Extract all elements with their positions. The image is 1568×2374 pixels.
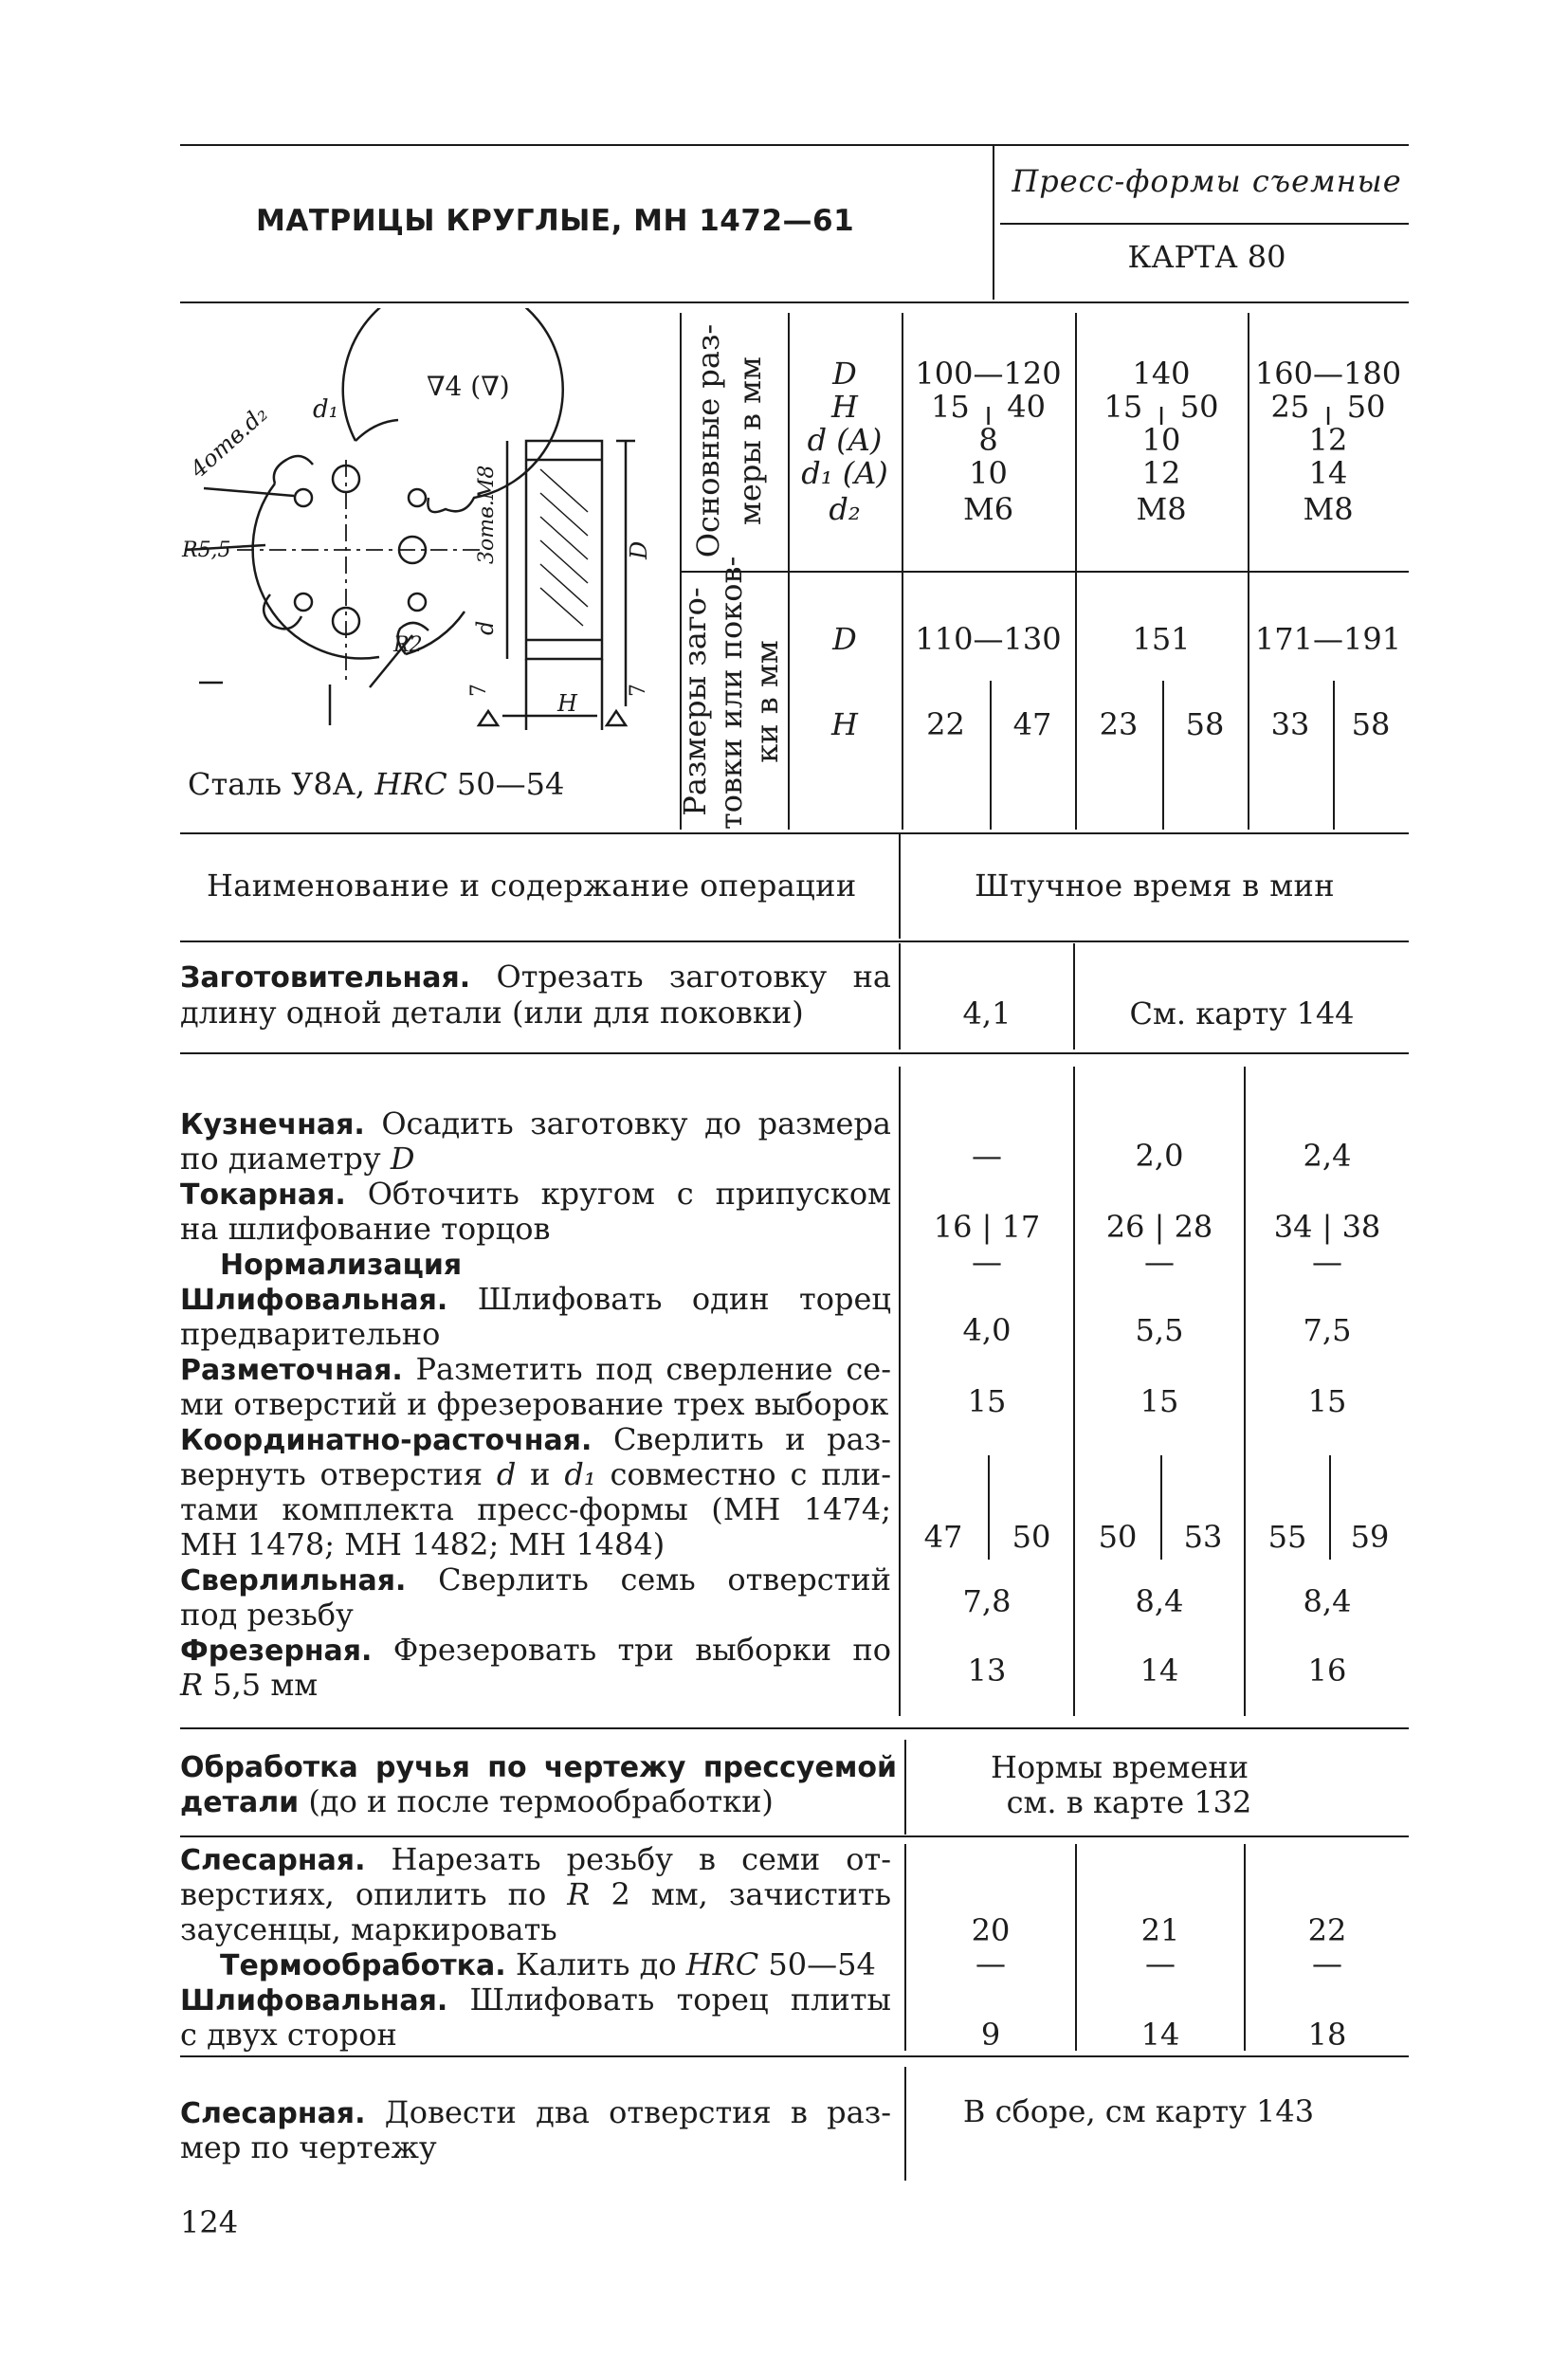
drill-line-2: под резьбу — [180, 1597, 354, 1633]
drill-line-1 — [180, 1562, 891, 1599]
grind2-l1: Шлифовать торец плиты — [447, 1981, 891, 2018]
assembly-line-2: мер по чертежу — [180, 2129, 437, 2165]
drill-name: Сверлильная. — [180, 1564, 407, 1598]
coord-t1a: 47 — [923, 1519, 963, 1555]
heat-t3: — — [1312, 1945, 1342, 1981]
page-number: 124 — [180, 2204, 239, 2240]
grind-name: Шлифовальная. — [180, 1284, 448, 1317]
dim-d-3: 12 — [1308, 422, 1348, 458]
coord-t2a: 50 — [1098, 1519, 1138, 1555]
drill-t3: 8,4 — [1303, 1583, 1352, 1619]
fit-l2c: 2 мм, зачистить — [590, 1876, 891, 1912]
turn-t2b: 28 — [1174, 1209, 1213, 1245]
heat-name: Термообработка. — [220, 1949, 506, 1982]
fit-line-2 — [180, 1877, 891, 1913]
header-bottom-rule — [180, 301, 1409, 303]
heat-l1b: HRC — [685, 1946, 759, 1982]
blank-H-3a: 33 — [1270, 706, 1310, 742]
mill-t2: 14 — [1140, 1653, 1179, 1689]
blank-H-divider-3 — [1333, 681, 1335, 830]
prep-ref: См. карту 144 — [1129, 995, 1355, 1032]
forge-t3: 2,4 — [1303, 1138, 1352, 1174]
prep-time: 4,1 — [962, 995, 1012, 1032]
forge-line-2 — [180, 1141, 891, 1178]
fit-t3: 22 — [1307, 1912, 1347, 1948]
ops-header-rule — [180, 940, 1409, 942]
dim-D-2: 140 — [1132, 356, 1191, 392]
roughness-mark: ∇4 (∇) — [427, 371, 510, 402]
category-label: Пресс-формы съемные — [1012, 163, 1402, 199]
dim-D-1: 100—120 — [915, 356, 1062, 392]
mark-line-1 — [180, 1352, 891, 1389]
blank-D-2: 151 — [1132, 621, 1191, 657]
turn-line-2: на шлифование торцов — [180, 1211, 551, 1247]
dim-D-3: 160—180 — [1254, 356, 1402, 392]
groove-line-2 — [180, 1784, 891, 1821]
dim-d2-3: М8 — [1303, 491, 1354, 527]
dim-d1-1: 10 — [969, 455, 1008, 491]
groove-line-1 — [180, 1749, 897, 1786]
coord-l2a: вернуть отверстия — [180, 1456, 497, 1492]
prep-line-2: длину одной детали (или для поковки) — [180, 995, 804, 1031]
prep-line1-rest: Отрезать заготовку на — [470, 959, 891, 995]
fit-l1: Нарезать резьбу в семи от- — [365, 1841, 891, 1877]
turn-t-2: 26 | 28 — [1105, 1209, 1213, 1245]
groove-rule — [180, 1835, 1409, 1837]
mill-line-1 — [180, 1633, 891, 1670]
grind-t3: 7,5 — [1303, 1312, 1352, 1348]
grind2-t2: 14 — [1140, 2017, 1180, 2053]
dim-H2-3: 50 — [1346, 389, 1386, 425]
coord-line-4: МН 1478; МН 1482; МН 1484) — [180, 1526, 665, 1562]
turn-t2a: 26 — [1105, 1209, 1145, 1245]
prep-name: Заготовительная. — [180, 961, 471, 995]
dim-H1-2: 15 — [1103, 389, 1143, 425]
material-value: 50—54 — [447, 766, 565, 802]
dim-H2-1: 40 — [1007, 389, 1047, 425]
groove-norm-2: см. в карте 132 — [1006, 1784, 1252, 1820]
forge-t2: 2,0 — [1135, 1138, 1184, 1174]
turn-t1b: 17 — [1001, 1209, 1041, 1245]
blank-H-2a: 23 — [1099, 706, 1139, 742]
forge-l2b: D — [390, 1141, 415, 1177]
drill-t1: 7,8 — [962, 1583, 1012, 1619]
dims-bottom-rule — [180, 832, 1409, 834]
ops-time-header: Штучное время в мин — [975, 867, 1335, 904]
ops-name-header: Наименование и содержание операции — [207, 867, 857, 904]
mark-t2: 15 — [1140, 1383, 1179, 1419]
grind2-name: Шлифовальная. — [180, 1984, 448, 2018]
coord-l2b: d — [496, 1456, 517, 1492]
blank-H-1b: 47 — [1012, 706, 1052, 742]
dim-H-2: 15 ╷ 50 — [1103, 389, 1219, 425]
blank-H-divider-2 — [1162, 681, 1164, 830]
main-dims-label-1: Основные раз- — [690, 323, 726, 558]
turn-l1: Обточить кругом с припуском — [345, 1176, 891, 1212]
norm-t2: — — [1144, 1244, 1175, 1280]
prep-line-1 — [180, 959, 891, 996]
blank-dims-label-2: товки или поков- — [713, 556, 749, 830]
dim-d2-1: М6 — [962, 491, 1014, 527]
fit-l2a: верстиях, опилить по — [180, 1876, 568, 1912]
turn-t3a: 34 — [1273, 1209, 1313, 1245]
label-r55: R5,5 — [182, 539, 231, 562]
label-r2: R2 — [393, 633, 423, 657]
heat-t2: — — [1145, 1945, 1176, 1981]
blank-D-3: 171—191 — [1254, 621, 1402, 657]
forge-t1: — — [972, 1138, 1002, 1174]
dim-H-1: 15 ╷ 40 — [930, 389, 1047, 425]
blank-H-1a: 22 — [926, 706, 965, 742]
label-7a: 7 — [467, 684, 491, 697]
coord-l2e: совместно с пли- — [595, 1456, 892, 1492]
coord-t2b: 53 — [1183, 1519, 1223, 1555]
grind2-line-1 — [180, 1982, 891, 2019]
blank-param-D: D — [832, 621, 857, 657]
coord-line-2 — [180, 1457, 891, 1493]
top-rule — [180, 144, 1409, 146]
coord-line-1 — [180, 1422, 891, 1459]
label-D: D — [626, 540, 652, 559]
final-rule — [180, 2055, 1409, 2057]
mill-l2b: 5,5 мм — [203, 1667, 319, 1703]
param-d: d (A) — [807, 422, 883, 458]
mill-t1: 13 — [967, 1653, 1007, 1689]
assembly-l1: Довести два отверстия в раз- — [365, 2094, 891, 2130]
material-prefix: Сталь У8А, — [188, 766, 375, 802]
mark-t1: 15 — [967, 1383, 1007, 1419]
header-divider — [993, 144, 994, 300]
mill-line-2 — [180, 1668, 891, 1704]
dim-d1-2: 12 — [1141, 455, 1181, 491]
grind2-t1: 9 — [980, 2017, 1001, 2053]
drill-l1: Сверлить семь отверстий — [406, 1561, 891, 1598]
grind2-line-2: с двух сторон — [180, 2017, 397, 2053]
forge-line-1 — [180, 1106, 891, 1143]
page-title: МАТРИЦЫ КРУГЛЫЕ, МН 1472—61 — [256, 204, 855, 238]
main-dims-label-2: меры в мм — [732, 356, 768, 525]
param-D: D — [832, 356, 857, 392]
forge-l1: Осадить заготовку до размера — [364, 1105, 891, 1141]
coord-line-3: тами комплекта пресс-формы (МН 1474; — [180, 1491, 891, 1527]
param-d1: d₁ (A) — [801, 455, 888, 491]
turn-t-3: 34 | 38 — [1273, 1209, 1381, 1245]
label-H: H — [557, 690, 577, 717]
coord-name: Координатно-расточная. — [180, 1424, 593, 1457]
dims-section-rule — [680, 571, 1409, 573]
turn-line-1 — [180, 1177, 891, 1214]
dim-H-3: 25 ╷ 50 — [1270, 389, 1386, 425]
mill-name: Фрезерная. — [180, 1634, 373, 1668]
groove-l2-rest: (до и после термообработки) — [299, 1783, 774, 1819]
fit-t2: 21 — [1140, 1912, 1180, 1948]
label-holes-m8: 3отв.М8 — [475, 465, 499, 564]
dim-d1-3: 14 — [1308, 455, 1348, 491]
dim-d-1: 8 — [978, 422, 998, 458]
fit-l2b: R — [567, 1876, 591, 1912]
param-H: H — [831, 389, 858, 425]
coord-l2d: d₁ — [564, 1456, 596, 1492]
prep-rule — [180, 1052, 1409, 1054]
blank-dims-label-1: Размеры заго- — [677, 587, 713, 816]
fit-line-1 — [180, 1842, 891, 1879]
grind-l1: Шлифовать один торец — [447, 1281, 891, 1317]
fit-name: Слесарная. — [180, 1844, 366, 1877]
param-d2: d₂ — [829, 491, 861, 527]
grind-t2: 5,5 — [1135, 1312, 1184, 1348]
coord-l1: Сверлить и раз- — [592, 1421, 891, 1457]
coord-t1b: 50 — [1012, 1519, 1051, 1555]
dim-H1-1: 15 — [930, 389, 970, 425]
blank-H-divider-1 — [990, 681, 992, 830]
grind-line-2: предварительно — [180, 1316, 441, 1352]
norm-name: Нормализация — [220, 1249, 463, 1282]
groove-name2: детали — [180, 1786, 300, 1819]
norm-line — [180, 1247, 891, 1284]
label-holes-d2: 4отв.d₂ — [185, 400, 273, 484]
label-d1: d₁ — [313, 395, 339, 424]
heat-line — [180, 1947, 891, 1984]
forge-name: Кузнечная. — [180, 1108, 365, 1141]
mill-t3: 16 — [1307, 1653, 1347, 1689]
coord-t3a: 55 — [1267, 1519, 1307, 1555]
heat-l1c: 50—54 — [758, 1946, 876, 1982]
forge-l2a: по диаметру — [180, 1141, 391, 1177]
mark-name: Разметочная. — [180, 1354, 403, 1387]
dim-d-2: 10 — [1141, 422, 1181, 458]
assembly-line-1 — [180, 2095, 891, 2132]
heat-l1a: Калить до — [505, 1946, 686, 1982]
turn-t1a: 16 — [933, 1209, 973, 1245]
mark-t3: 15 — [1307, 1383, 1347, 1419]
dim-d2-2: М8 — [1136, 491, 1187, 527]
fit-t1: 20 — [971, 1912, 1011, 1948]
mark-line-2: ми отверстий и фрезерование трех выборок — [180, 1386, 889, 1422]
mill-l1: Фрезеровать три выборки по — [372, 1632, 891, 1668]
heat-t1: — — [975, 1945, 1006, 1981]
assembly-ref: В сборе, см карту 143 — [962, 2093, 1315, 2129]
material-hrc: HRC — [374, 766, 447, 802]
groove-norm-1: Нормы времени — [990, 1749, 1249, 1785]
norm-t1: — — [972, 1244, 1002, 1280]
blank-param-H: H — [831, 706, 858, 742]
drill-t2: 8,4 — [1135, 1583, 1184, 1619]
assembly-name: Слесарная. — [180, 2097, 366, 2130]
turn-name: Токарная. — [180, 1178, 346, 1212]
grind-line-1 — [180, 1282, 891, 1319]
dim-H2-2: 50 — [1179, 389, 1219, 425]
material-spec — [188, 766, 564, 802]
label-d: d — [472, 620, 499, 635]
turn-t3b: 38 — [1341, 1209, 1381, 1245]
card-number: КАРТА 80 — [1127, 239, 1286, 275]
blank-D-1: 110—130 — [915, 621, 1062, 657]
header-mid-rule — [1000, 223, 1409, 225]
grind2-t3: 18 — [1307, 2017, 1347, 2053]
blank-dims-label-3: ки в мм — [749, 640, 785, 763]
groove-name: Обработка ручья по чертежу прессуемой — [180, 1751, 897, 1784]
coord-l2c: и — [516, 1456, 565, 1492]
ops-bottom-rule — [180, 1727, 1409, 1729]
coord-t3b: 59 — [1350, 1519, 1390, 1555]
norm-t3: — — [1312, 1244, 1342, 1280]
blank-H-3b: 58 — [1351, 706, 1391, 742]
blank-H-2b: 58 — [1185, 706, 1225, 742]
mill-l2a: R — [180, 1667, 204, 1703]
grind-t1: 4,0 — [962, 1312, 1012, 1348]
turn-t-1: 16 | 17 — [933, 1209, 1041, 1245]
mark-l1: Разметить под сверление се- — [402, 1351, 891, 1387]
label-7b: 7 — [627, 684, 650, 697]
dim-H1-3: 25 — [1270, 389, 1310, 425]
die-plan-outline — [343, 308, 563, 512]
die-drawing — [180, 308, 673, 763]
fit-line-3: заусенцы, маркировать — [180, 1911, 557, 1947]
